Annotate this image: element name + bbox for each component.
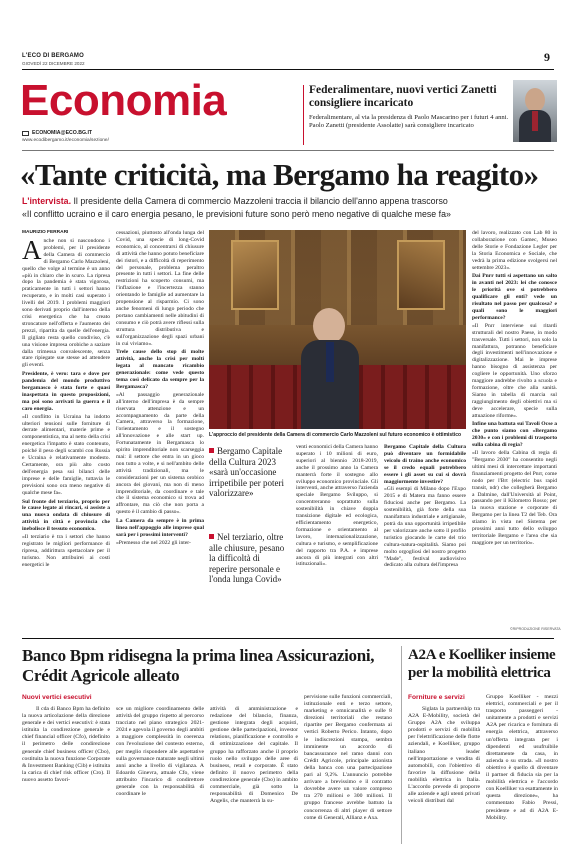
section-divider [22, 638, 554, 639]
main-photo [209, 230, 466, 429]
article2-kicker: Nuovi vertici esecutivi [22, 694, 92, 701]
section-url: www.ecodibergamo.it/economia/sezione/ [22, 138, 109, 143]
dropcap: A [22, 238, 42, 265]
article2-text: Il cda di Banco Bpm ha definito la nuova articolazione della direzione generale e dei vertici esecutivi: è stata istituita la condirezione generale e chief financial officer (Cfo), ridefinito il perimetro delle condirezione generale chief business officer (Cbo), costituita la nuova funzione Corporate & Investment Banking (Cib) e istituita la carica di chief risk officer (Cro). Il nuovo assetto favori- [22, 706, 110, 783]
main-column-1 [22, 238, 110, 633]
article3-text: Gruppo Koelliker - mezzi elettrici, commerciali e per il trasporto passeggeri - unitamente a prodotti e servizi A2A per ricarica e fornitura di energia elettrica, attraverso un'offerta integrata per i dipendenti ed usufruibile direttamente da casa, in azienda o su strada. «Il nostro obiettivo è quello di diventare il partner di fiducia sia per la mobilità elettrica e l'accordo con Koelliker va esattamente in questa direzione», ha commentato Fabio Pressi, presidente e ad di A2A E-Mobility. [486, 694, 558, 821]
article3-column-2 [486, 694, 558, 846]
answer: cessazioni, piuttosto all'onda lunga del Covid, una specie di long-Covid economico, al concentrarsi di chiusure di attività che hanno potuto beneficiare dei ristori, e a difficoltà di reperimento del personale, problema peraltro presente in tutti i settori. La fine delle restrizioni ha scoperto consumi, ma l'inflazione e l'incertezza stanno orientando le famiglie ad aumentare la propensione al risparmio. Ci sono anche fenomeni di lungo periodo che portano cambiamenti nelle abitudini di consumo e ciò potrà avere riflessi sulla struttura distributiva e sull'organizzazione degli spazi urbani in cui viviamo». [116, 230, 204, 347]
main-column-5 [384, 444, 466, 633]
main-headline: «Tante criticità, ma Bergamo ha reagito» [20, 157, 539, 192]
section-title: Economia [20, 76, 227, 125]
article2-column-1 [22, 706, 110, 846]
question: Infine una battuta sui Tavoli Ocse a che punto siamo con «Bergamo 2030» e con i problemi di trasporto sulla cabina di regia? [472, 421, 557, 449]
main-deck-2: «Il conflitto ucraino e il caro energia pesano, le previsioni future sono però meno negative di qualche mese fa» [22, 209, 451, 219]
answer: «Il lavoro della Cabina di regia di "Bergamo 2030" ha consentito negli ultimi mesi di intercettare importanti finanziamenti progetto del Pnrr, come nodo per l'Brt (electric bus rapid transit, ndr) che collegherà Bergamo a Dalmine, dall'Università al Point, passando per il Kilometro Rosso; per la nuova stazione e corporate di Bergamo per la linea T2 del Teb. Ora stiamo in vista nel Sistema per prossimi anni tutto dello sviluppo territoriale Bergamo e l'area che sia maggiore per un territorio». [472, 450, 557, 546]
masthead-date: GIOVEDÌ 22 DICEMBRE 2022 [22, 61, 85, 66]
main-deck-text: Il presidente della Camera di commercio Mazzoleni traccia il bilancio dell'anno appena trascorso [71, 196, 448, 206]
article3-headline: A2A e Koelliker insieme per la mobilità elettrica [408, 647, 556, 681]
promo-portrait [513, 80, 557, 142]
section-email: ECONOMIA@ECO.BG.IT [32, 130, 93, 136]
question: Dai Pnrr tutti si aspettano un salto in avanti nel 2023: lei che conosce le priorità ove si potrebbero qualificare gli enti? vede un risultato nel passo per qualcosa? e quali sono le maggiori performance? [472, 273, 557, 321]
question: Trele cause dello stop di molte attività, anche la crisi per molti legata al mancato ricambio generazionale: come vede questo tema così delicato da sempre per la Bergamasca? [116, 349, 204, 390]
promo-headline: Federalimentare, nuovi vertici Zanetti consigliere incaricato [309, 84, 497, 109]
answer: «Il conflitto in Ucraina ha indotto ulteriori tensioni sulle forniture di derrate alimentari, materie prime e componentistica, ma al netto della crisi energetica l'impatto è stato contenuto, poiché il peso degli scambi con Russia e Ucraina è relativamente modesto. Certamente, ora più alto costo dell'energia pesa sui bilanci delle imprese e delle famiglie, tuttavia le previsioni sono ora meno negative di qualche mese fa». [22, 413, 110, 496]
main-deck [22, 196, 557, 207]
article2-column-3 [210, 706, 298, 846]
main-kicker: L'intervista. [22, 196, 72, 206]
main-column-6 [472, 230, 557, 625]
answer: «Al passaggio generazionale all'interno dell'impresa è da sempre riservata attenzione e un accompagnamento da parte della Camera, attraverso la formazione, l'orientamento e il sostegno all'innovazione e alle start up. Fortunatamente in Bergamasca lo spirito imprenditoriale non scarseggia mai: il settore che entra in un gioco non tutto a volte, e si nell'ambito delle attività tradizionali, ma le considerazioni per un sistema orobico ancora dei giovani, ma non di meno imprenditoriale, da coordinare e tale che il sistema economico si trova ad affrontare, ma ciò che non porta a questo è il cambio di passo». [116, 391, 204, 516]
article3-column-1 [408, 706, 480, 846]
article2-text: pervisione sulle funzioni commerciali, istituzionale enti e terzo settore, marketing e omnicanalità e sulle 8 direzioni territoriali che restano ripartite per Bergamo confermata ai vertici Roberto Perico. Intanto, dopo le indiscrezioni stampa, sembra imminente un accordo di bancassurance nel ramo danni con Crédit Agricole, principale azionista della banca con una partecipazione pari al 9,2%. L'annuncio potrebbe arrivare a brevissimo e il contratto dovrebbe avere un valore compreso tra 270 milioni e 300 milioni. Il gruppo francese avrebbe battuto la concorrenza di altri player di settore come di Generali, Allianz e Axa. [304, 694, 392, 821]
answer: «Gli esempi di Milano dopo l'Expo 2015 e di Matera ma fanno essere fiduciosi anche per Bergamo. La sostenibilità, già forte della sua manifattura industriale e artigianale, potrà da una opportunità irripetibile per valorizzare anche sotto il profilo turistico giocando le carte del trio cultura-natura-ospitalità. Siamo poi molto orgogliosi del nostro progetto "Made", festival audiovisivo dedicato alla cultura dell'impresa [384, 486, 466, 569]
col1-paragraph: nche non si nascondono i problemi, per il presidente della Camera di commercio di Bergamo Carlo Mazzoleni, quello che volge al termine è un anno «più in chiaro che in scuro. La ripresa dopo la pandemia è stata vigorosa, praticamente in tutti i settori hanno recuperato, e in molti casi superato i livelli del 2019. I problemi maggiori sono derivati proprio dall'interno della crisi energetica che ha creato stroncature nell'offerta e l'aumento dei prezzi, ripartita da quelle dell'energia. Il gigliato resta quello condiviso, c'è una visione impresa orobiche a saziare dalla trimessa convalescente, senza stare ripiegate sue stesse ad attendere gli eventi. [22, 238, 110, 369]
masthead-paper: L'ECO DI BERGAMO [22, 53, 84, 59]
photo-caption: L'approccio del presidente della Camera di commercio Carlo Mazzoleni sul futuro economico è ottimistico [209, 432, 462, 438]
answer: «Il terziario è tra i settori che hanno registrato le migliori performance di ripresa, addirittura spettacolare per il turismo. Non attribuirei ai costi energetici le [22, 534, 110, 568]
page-number: 9 [544, 50, 550, 64]
pull-quote-1: Bergamo Capitale della Cultura 2023 «sarà un'occasione irripetibile per poteri valorizzare» [209, 446, 284, 498]
article2-text: attività di amministrazione e redazione del bilancio, finanza, gestione integrata degli acquisti, gestione delle partecipazioni, investor relations, pianificazione e controllo e di ottimizzazione del capitale. Il gruppo ha rafforzato anche il proprio ruolo nello sviluppo delle aree di business, retail e corporate. È stato definito il nuovo perimetro della condirezione generale (Cbo) in ambito commerciale, già sotto la responsabilità di Domenico De Angelis, che manterrà la su- [210, 706, 298, 805]
answer: «Il Pnrr interviene sui ritardi strutturali del nostro Paese, in modo trasversale. Tutti i settori, non solo la manifattura, potranno beneficiare degli investimenti nell'innovazione e digitalizzazione. Mai le imprese hanno bisogno di assistenza per cogliere le opportunità. Uno sforzo maggiore andrebbe rivolto a scuola e formazione, oltre che alla sanità. Siamo in tabella di marcia sul raggiungimento degli obiettivi ma si deve accelerare, specie sulla attuazione riforme». [472, 322, 557, 419]
answer: del lavoro, realizzato con Lab 80 in collaborazione con Gamec, Museo delle Storie e Fondazione Legler per la Storia Economica e Sociale, che vedrà la prima edizione svolgersi nel settembre 2023». [472, 230, 557, 271]
article2-headline: Banco Bpm ridisegna la prima linea Assicurazioni, Crédit Agricole alleato [22, 646, 375, 685]
question: Bergamo Capitale della Cultura può diventare un formidabile veicolo di traino anche economico se il credo equali potrebbero essere i gli asset su cui si dovrà maggiormente investire? [384, 444, 466, 485]
promo-text: Federalimentare, al via la presidenza di Paolo Mascarino per i futuri 4 anni. Paolo Zanetti (presidente Assolatte) sarà consigliere incaricato [309, 114, 509, 129]
article3-kicker: Forniture e servizi [408, 694, 465, 701]
byline: MAURIZIO FERRARI [22, 230, 69, 235]
article3-text: Siglata la partnership tra A2A E-Mobility, società del Gruppo A2A che sviluppa prodotti e servizi di mobilità per l'elettrificazione delle flotte aziendali, e Koelliker, gruppo italiano leader nell'importazione e vendita di automobili, con l'obiettivo di favorire la diffusione della mobilità elettrica in Italia. L'accordo prevede di proporre alle aziende e agli utenti privati veicoli distributi dal [408, 706, 480, 805]
mail-icon [22, 131, 29, 136]
question: Presidente, è vero: tara e dove per pandemia del mondo produttivo bergamasco è stata forte e quasi inaspettata in questo proposizioni, ma poi sono arrivati la guerra e il caro energia. [22, 371, 110, 412]
question: Sul fronte del terziario, proprio per le cause legate ai rincari, si assiste a una nuova ondata di chiusure di attività in città e provincia che inebolisce il tessuto economico. [22, 498, 110, 533]
article-divider [401, 646, 402, 844]
main-column-4 [296, 444, 378, 633]
pull-quote-2: Nel terziario, oltre alle chiusure, pesano la difficoltà di reperire personale e l'onda lunga Covid» [209, 532, 285, 584]
promo-bottom-rule [22, 150, 554, 151]
question: La Camera da sempre è in prima linea nell'appoggio alle imprese qual sarà per i prossimi interventi? [116, 518, 204, 538]
main-column-2 [116, 230, 204, 633]
copyright: ©RIPRODUZIONE RISERVATA [510, 627, 561, 631]
answer: venti economici della Camera hanno superato i 10 milioni di euro, superiori al biennio 2018-2019, anche il prossimo anno la Camera manterrà forte il sostegno allo sviluppo economico provinciale. Gli interventi, anche attraverso l'azienda speciale Bergamo Sviluppo, si concentreranno soprattutto sulla sostenibilità in chiave doppia transizione digitale ed ecologica, efficientamento energetico, formazione e orientamento al lavoro, internazionalizzazione, cultura e turismo, e semplificazione del rapporto tra P.A. e imprese ancora di più integrati con altri istituzionali». [296, 444, 378, 568]
masthead-rule [22, 69, 554, 70]
answer: «Premesso che nel 2022 gli inter- [116, 539, 191, 546]
article2-column-4 [304, 694, 392, 846]
article2-column-2 [116, 706, 204, 846]
promo-divider [303, 85, 304, 145]
article2-text: sce un migliore coordinamento delle attività del gruppo rispetto al percorso tracciato nel piano strategico 2021-2024 e agevola il governo degli ambiti a maggiore complessità in coerenza con l'evoluzione del contesto esterno, per meglio rispondere alle aspettative sulla governance maturate negli ultimi anni anche a livello di vigilanza. A Edoardo Ginevra, attuale Cfo, viene attribuito l'incarico di condirettore generale con la responsabilità di coordinare le [116, 706, 204, 798]
